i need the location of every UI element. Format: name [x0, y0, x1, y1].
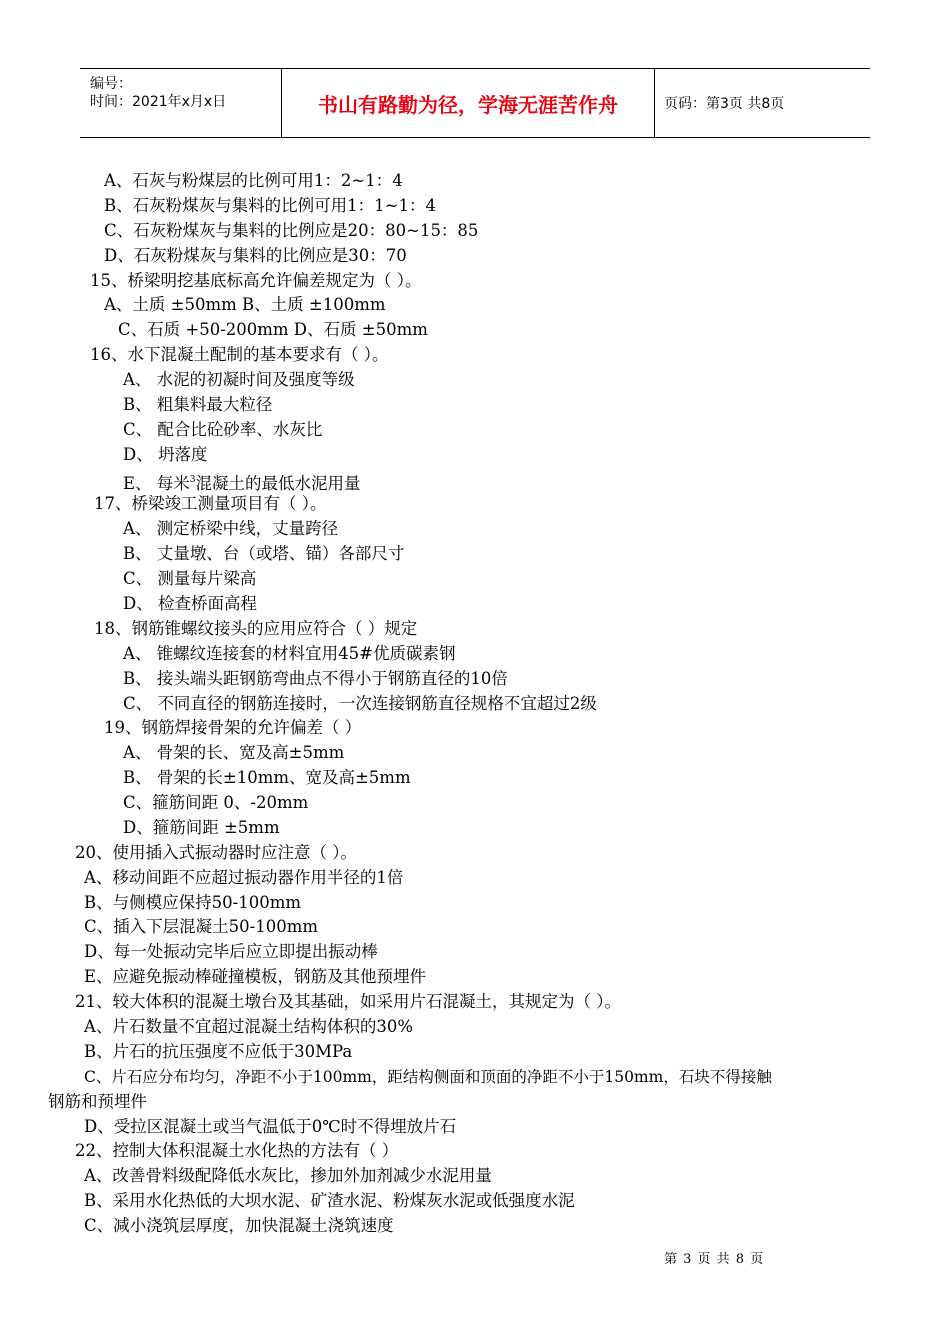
text-line: C、石质 +50-200mm D、石质 ±50mm	[118, 320, 428, 339]
text-line: A、移动间距不应超过振动器作用半径的1倍	[84, 868, 404, 887]
text-line: C、片石应分布均匀，净距不小于100mm，距结构侧面和顶面的净距不小于150mm，石块不得接触	[84, 1068, 772, 1086]
question-line: 16、水下混凝土配制的基本要求有（ ）。	[90, 345, 389, 364]
header-motto: 书山有路勤为径，学海无涯苦作舟	[282, 69, 655, 137]
text-line: E、应避免振动棒碰撞模板，钢筋及其他预埋件	[84, 967, 427, 986]
text-line: A、 水泥的初凝时间及强度等级	[123, 370, 355, 389]
text-line: A、改善骨料级配降低水灰比，掺加外加剂减少水泥用量	[84, 1166, 492, 1185]
question-line: 19、钢筋焊接骨架的允许偏差（ ）	[104, 718, 362, 737]
text-line: A、片石数量不宜超过混凝土结构体积的30%	[84, 1017, 414, 1036]
text-line: D、 检查桥面高程	[123, 594, 257, 613]
text-line: C、减小浇筑层厚度，加快混凝土浇筑速度	[84, 1216, 394, 1235]
text-line: C、 测量每片梁高	[123, 569, 257, 588]
text-line: B、 骨架的长±10mm、宽及高±5mm	[123, 768, 411, 787]
text-line: A、土质 ±50mm B、土质 ±100mm	[104, 295, 386, 314]
question-line: 21、较大体积的混凝土墩台及其基础，如采用片石混凝土，其规定为（ ）。	[75, 992, 621, 1011]
header-meta	[80, 69, 282, 137]
header-page-label: 页码：第3页 共8页	[664, 96, 785, 112]
page-footer: 第 3 页 共 8 页	[664, 1252, 765, 1267]
time-label: 时间：2021年x月x日	[90, 94, 227, 110]
text-line: C、 配合比砼砂率、水灰比	[123, 420, 323, 439]
text-line: 钢筋和预埋件	[48, 1092, 147, 1111]
text-line: A、 锥螺纹连接套的材料宜用45#优质碳素钢	[123, 644, 456, 663]
question-line: 22、控制大体积混凝土水化热的方法有（ ）	[75, 1141, 399, 1160]
text-line: C、箍筋间距 0、-20mm	[123, 793, 309, 812]
text-line: C、石灰粉煤灰与集料的比例应是20：80~15：85	[104, 221, 479, 240]
text-line: C、 不同直径的钢筋连接时，一次连接钢筋直径规格不宜超过2级	[123, 694, 597, 713]
text-line: B、与侧模应保持50-100mm	[84, 893, 301, 912]
text-line: E、 每米$^3$混凝土的最低水泥用量	[123, 474, 361, 493]
text-line: B、 粗集料最大粒径	[123, 395, 273, 414]
text-line: B、石灰粉煤灰与集料的比例可用1：1~1：4	[104, 196, 436, 215]
page-header	[80, 68, 870, 138]
text-line: A、 测定桥梁中线，丈量跨径	[123, 519, 339, 538]
text-line: D、石灰粉煤灰与集料的比例应是30：70	[104, 246, 407, 265]
text-line: A、 骨架的长、宽及高±5mm	[123, 743, 345, 762]
text-line: B、 接头端头距钢筋弯曲点不得小于钢筋直径的10倍	[123, 669, 508, 688]
question-line: 20、使用插入式振动器时应注意（ ）。	[75, 843, 357, 862]
text-line: D、受拉区混凝土或当气温低于0℃时不得埋放片石	[84, 1117, 457, 1136]
text-line: B、采用水化热低的大坝水泥、矿渣水泥、粉煤灰水泥或低强度水泥	[84, 1191, 575, 1210]
text-line: B、片石的抗压强度不应低于30MPa	[84, 1042, 353, 1061]
question-line: 17、桥梁竣工测量项目有（ ）。	[94, 494, 327, 513]
text-line: C、插入下层混凝土50-100mm	[84, 917, 318, 936]
text-line: B、 丈量墩、台（或塔、锚）各部尺寸	[123, 544, 405, 563]
text-line: D、箍筋间距 ±5mm	[123, 818, 280, 837]
text-line: D、 坍落度	[123, 445, 208, 464]
number-label: 编号：	[90, 76, 132, 92]
question-line: 15、桥梁明挖基底标高允许偏差规定为（ ）。	[90, 271, 422, 290]
text-line: D、每一处振动完毕后应立即提出振动棒	[84, 942, 378, 961]
superscript: 3	[189, 475, 196, 485]
question-line: 18、钢筋锥螺纹接头的应用应符合（ ）规定	[94, 619, 418, 638]
text-line: A、石灰与粉煤层的比例可用1：2~1：4	[104, 171, 403, 190]
